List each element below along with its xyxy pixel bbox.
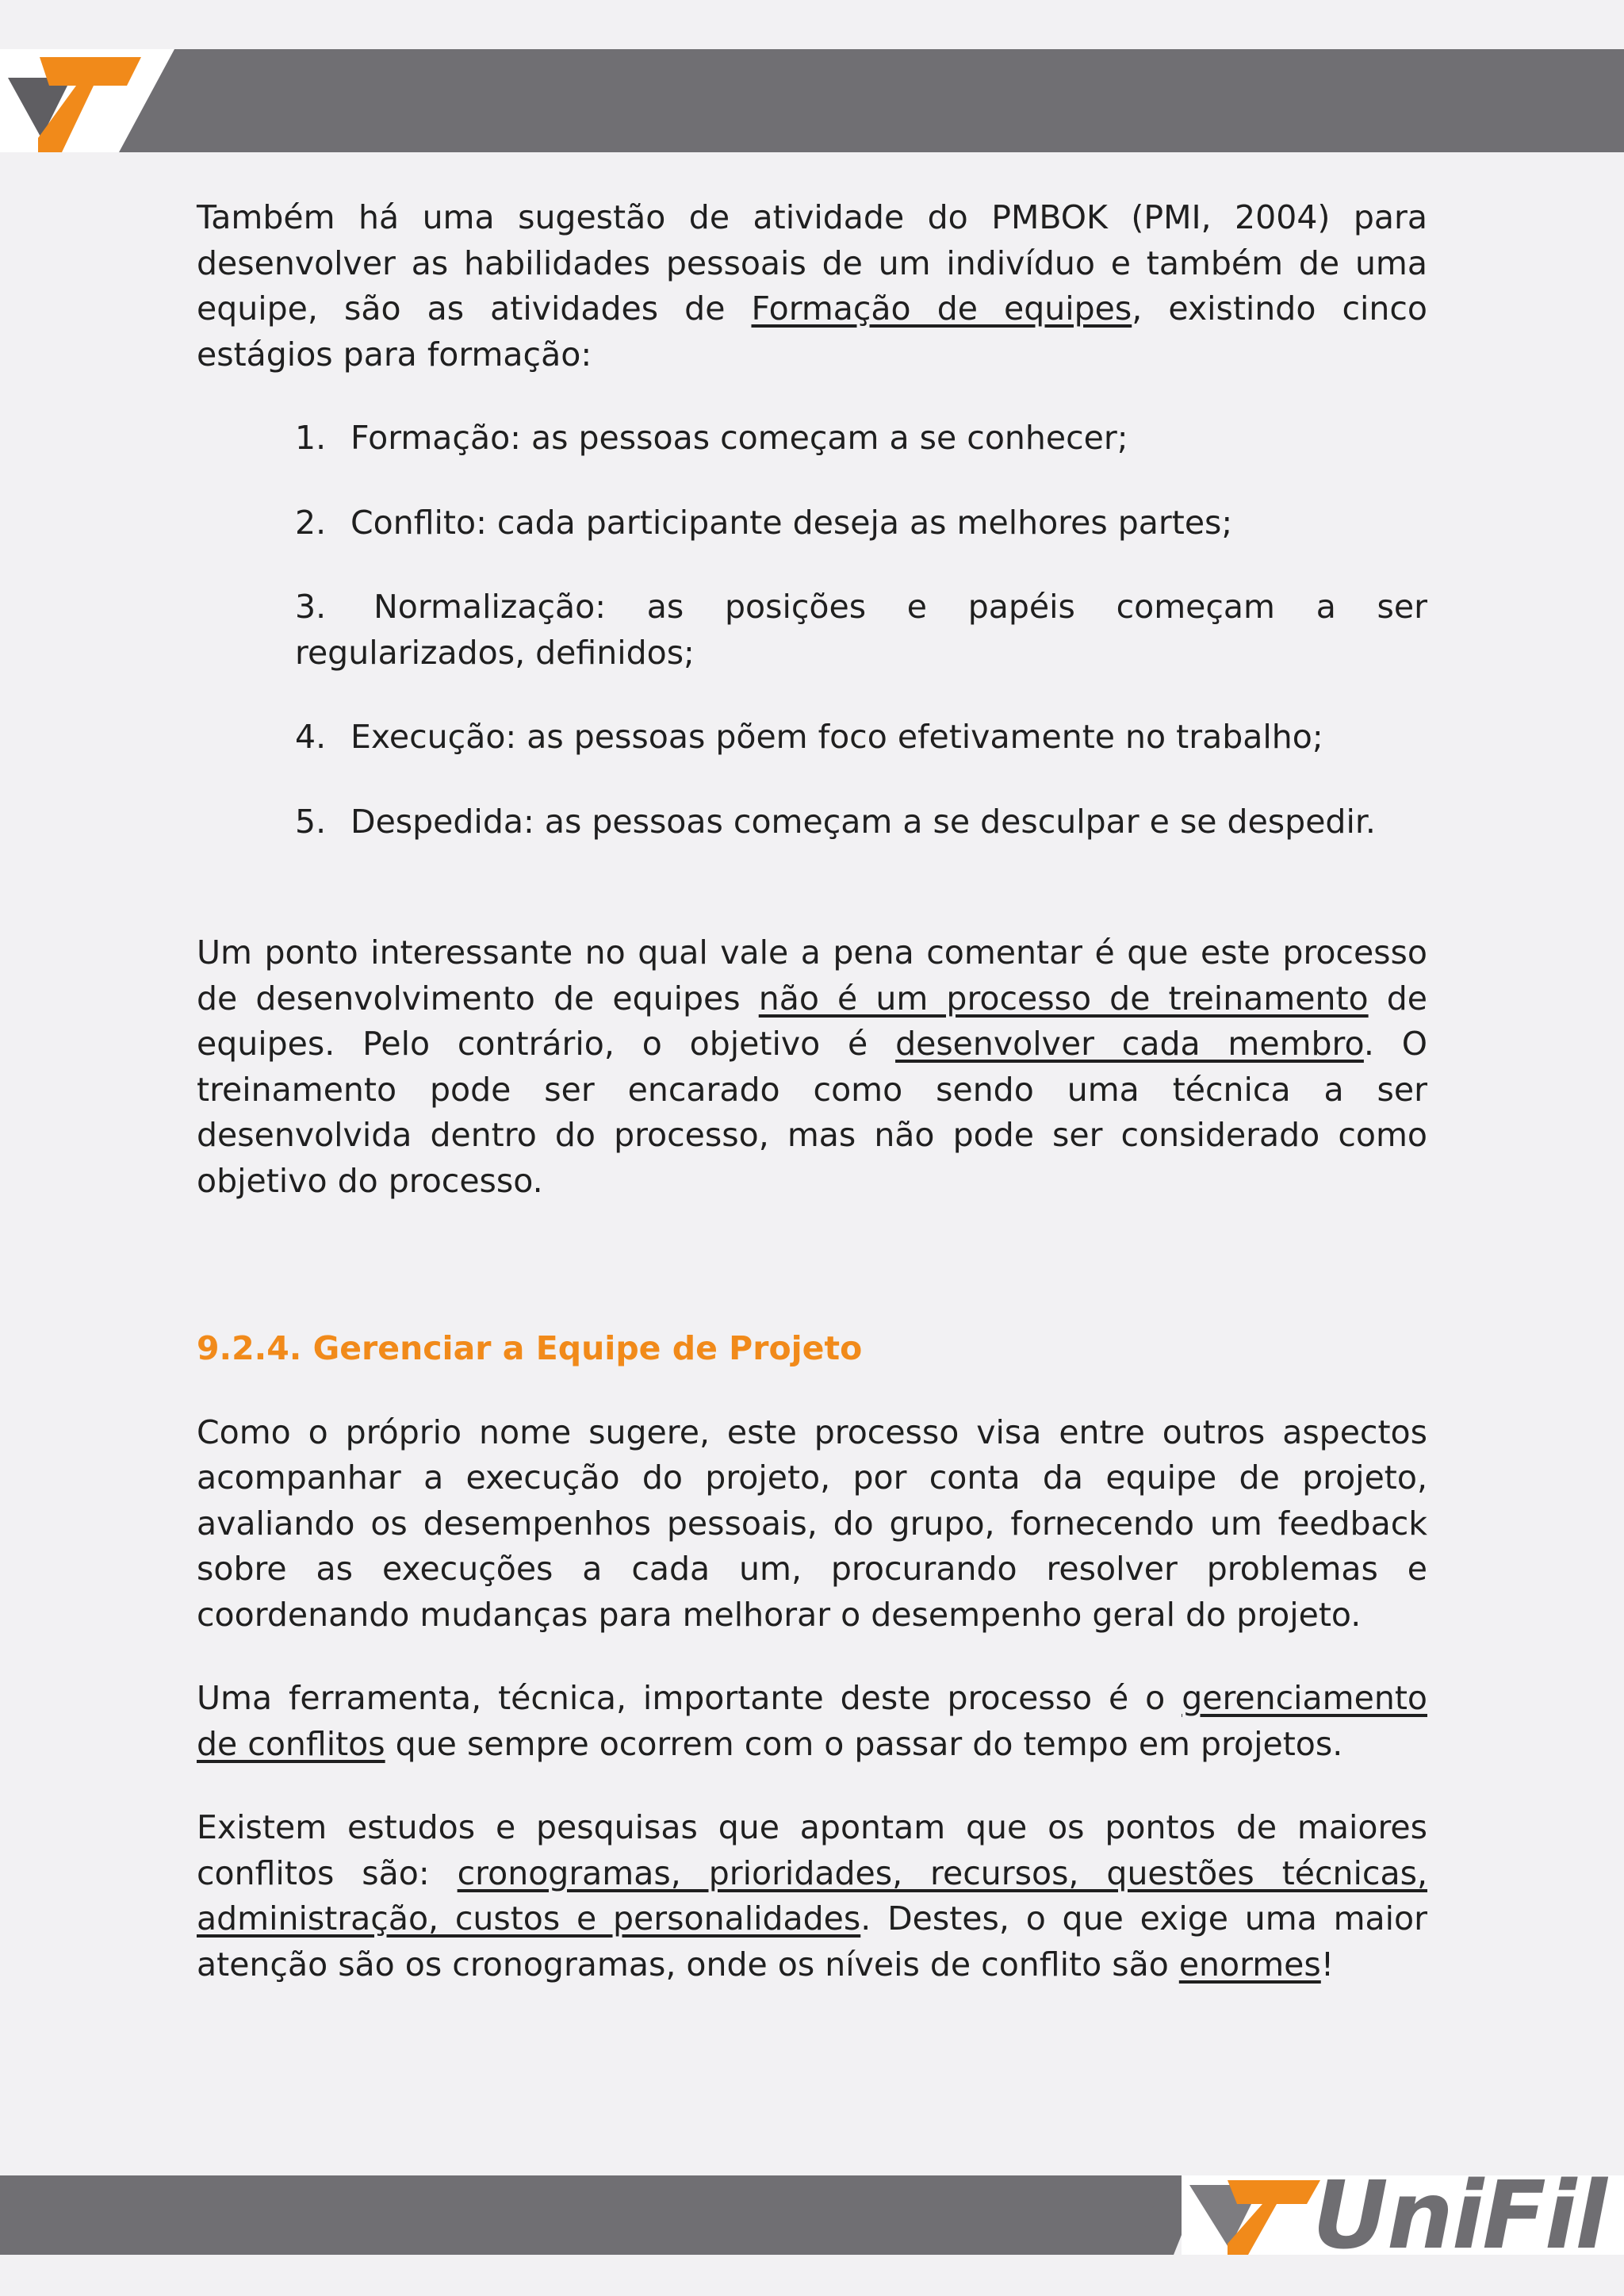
underlined-term: Formação de equipes bbox=[751, 289, 1132, 328]
list-item: 5. Despedida: as pessoas começam a se desculpar e se despedir. bbox=[295, 802, 1376, 841]
underlined-term: enormes bbox=[1178, 1945, 1321, 1984]
paragraph-development: Um ponto interessante no qual vale a pena comentar é que este processo de desenvolvimento de equipes não é um processo de treinamento de equipes. Pelo contrário, o objetivo é desenvolver cada membro. O treinamento pode ser encarado como sendo uma técnica a ser desenvolvida dentro do processo, mas não pode ser considerado como objetivo do processo. bbox=[197, 933, 1428, 1200]
stages-list bbox=[295, 416, 1427, 845]
list-item: 1. Formação: as pessoas começam a se conhecer; bbox=[295, 419, 1128, 457]
header-band bbox=[0, 49, 1624, 152]
section-heading: 9.2.4. Gerenciar a Equipe de Projeto bbox=[197, 1329, 863, 1367]
underlined-term: gerenciamento de conflitos bbox=[197, 1679, 1427, 1763]
paragraph-manage-team: Como o próprio nome sugere, este processo visa entre outros aspectos acompanhar a execução do projeto, por conta da equipe de projeto, avaliando os desempenhos pessoais, do grupo, fornecendo um feedback sobre as execuções a cada um, procurando resolver problemas e coordenando mudanças para melhorar o desempenho geral do projeto. bbox=[197, 1412, 1427, 1634]
paragraph-conflict-sources: Existem estudos e pesquisas que apontam que os pontos de maiores conflitos são: cronogramas, prioridades, recursos, questões técnicas, administração, custos e personalidades. Destes, o que exige uma maior atenção são os cronogramas, onde os níveis de conflito são enormes! bbox=[197, 1808, 1427, 1984]
list-item: 2. Conflito: cada participante deseja as melhores partes; bbox=[295, 503, 1233, 542]
footer-brand-name: UniFil bbox=[1312, 2160, 1606, 2270]
document-body bbox=[197, 195, 1427, 1987]
paragraph-intro: Também há uma sugestão de atividade do PMBOK (PMI, 2004) para desenvolver as habilidades pessoais de um indivíduo e também de uma equipe, são as atividades de Formação de equipes, existindo cinco estágios para formação: bbox=[197, 198, 1427, 374]
underlined-term: não é um processo de treinamento bbox=[758, 979, 1369, 1018]
paragraph-conflict-tool: Uma ferramenta, técnica, importante deste processo é o gerenciamento de conflitos que sempre ocorrem com o passar do tempo em projetos. bbox=[197, 1679, 1427, 1763]
list-item: 3. Normalização: as posições e papéis começam a ser regularizados, definidos; bbox=[295, 588, 1427, 672]
underlined-term: cronogramas, prioridades, recursos, questões técnicas, administração, custos e personalidades bbox=[197, 1853, 1427, 1938]
underlined-term: desenvolver cada membro bbox=[895, 1025, 1364, 1063]
list-item: 4. Execução: as pessoas põem foco efetivamente no trabalho; bbox=[295, 718, 1323, 756]
